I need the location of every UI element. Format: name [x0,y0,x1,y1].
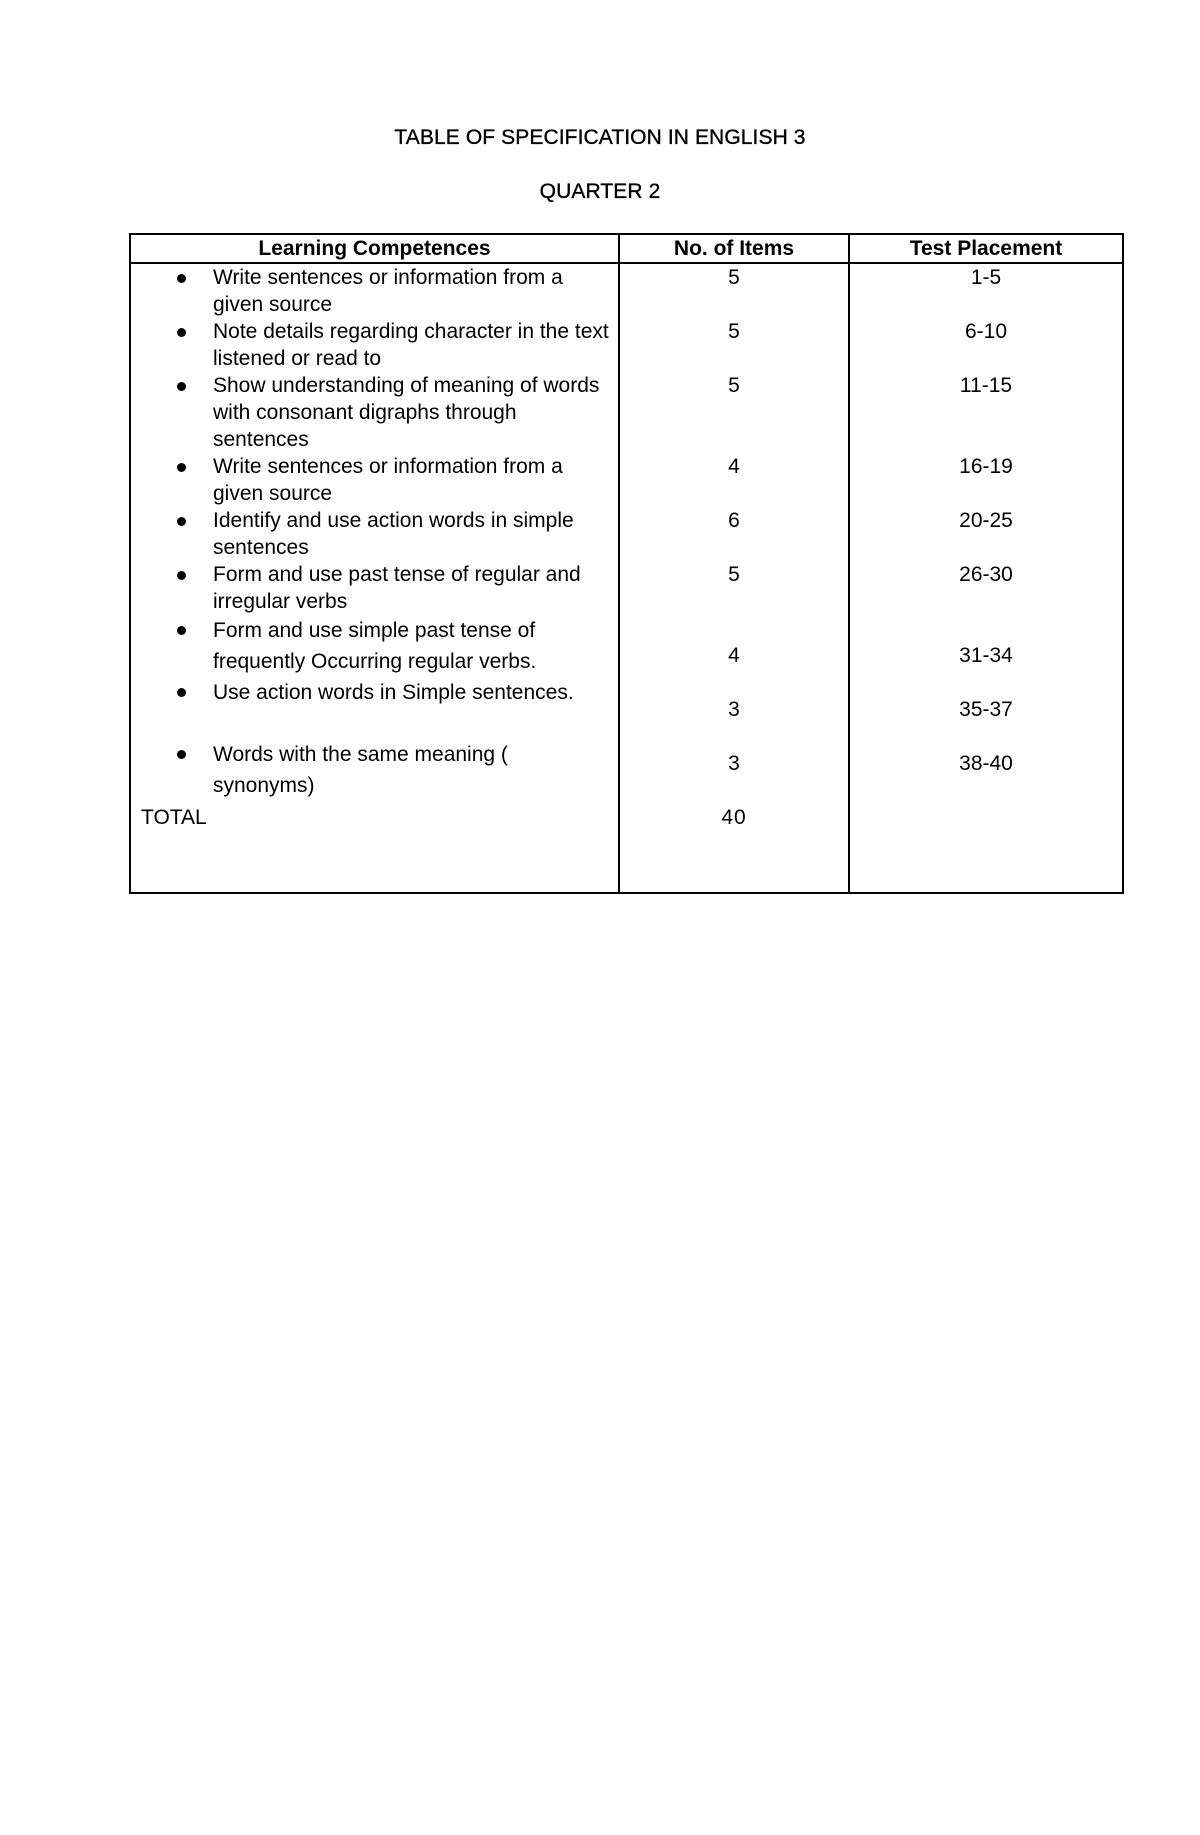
list-item [131,561,618,615]
placement-value: 11-15 [959,374,1013,397]
competence-text: Use action words in Simple sentences. [213,681,574,704]
total-value-cell [619,804,849,893]
competences-cell [130,263,619,804]
document-subtitle: QUARTER 2 [539,180,661,203]
bullet-icon [177,382,186,391]
document-title: TABLE OF SPECIFICATION IN ENGLISH 3 [394,126,806,149]
bullet-icon [177,688,186,697]
competence-text: Form and use past tense of regular and irregular verbs [213,563,581,613]
competence-text: Show understanding of meaning of words with consonant digraphs through sentences [213,374,600,451]
table-total-row [130,804,1123,893]
competence-text: Write sentences or information from a given source [213,455,563,505]
placement-value: 26-30 [959,563,1013,586]
items-cell [619,263,849,804]
items-value: 3 [728,752,740,775]
placement-value: 35-37 [959,698,1013,721]
items-list [620,264,848,804]
header-learning-competences: Learning Competences [130,234,619,263]
table-body-row [130,263,1123,804]
items-value: 5 [728,320,740,343]
total-label-cell [130,804,619,893]
placement-value: 6-10 [964,320,1008,343]
items-value: 5 [728,563,740,586]
header-no-of-items: No. of Items [619,234,849,263]
competence-text: Words with the same meaning ( synonyms) [213,743,508,797]
competence-text: Identify and use action words in simple sentences [213,509,574,559]
placement-value: 38-40 [959,752,1013,775]
competence-text: Form and use simple past tense of frequently Occurring regular verbs. [213,619,537,673]
items-value: 5 [728,374,740,397]
list-item [131,615,618,677]
list-item [131,739,618,801]
bullet-icon [177,328,186,337]
placement-cell [849,263,1123,804]
placement-value: 20-25 [959,509,1013,532]
total-label: TOTAL [141,806,207,829]
list-item [131,372,618,453]
list-item [131,318,618,372]
placement-value: 1-5 [970,266,1002,289]
header-test-placement: Test Placement [849,234,1123,263]
items-value: 6 [728,509,740,532]
competence-text: Write sentences or information from a given source [213,266,563,316]
bullet-icon [177,626,186,635]
list-item [131,677,618,739]
specification-table [129,233,1124,894]
list-item [131,453,618,507]
bullet-icon [177,750,186,759]
items-value: 5 [728,266,740,289]
list-item [131,264,618,318]
items-value: 4 [728,644,740,667]
bullet-icon [177,517,186,526]
items-value: 4 [728,455,740,478]
bullet-icon [177,274,186,283]
list-item [131,507,618,561]
bullet-icon [177,463,186,472]
placement-value: 31-34 [959,644,1013,667]
total-value: 40 [721,806,747,829]
table-header-row [130,234,1123,263]
placement-value: 16-19 [959,455,1013,478]
items-value: 3 [728,698,740,721]
competence-list [131,264,618,801]
placement-list [850,264,1122,804]
bullet-icon [177,571,186,580]
total-empty-cell [849,804,1123,893]
competence-text: Note details regarding character in the text listened or read to [213,320,609,370]
